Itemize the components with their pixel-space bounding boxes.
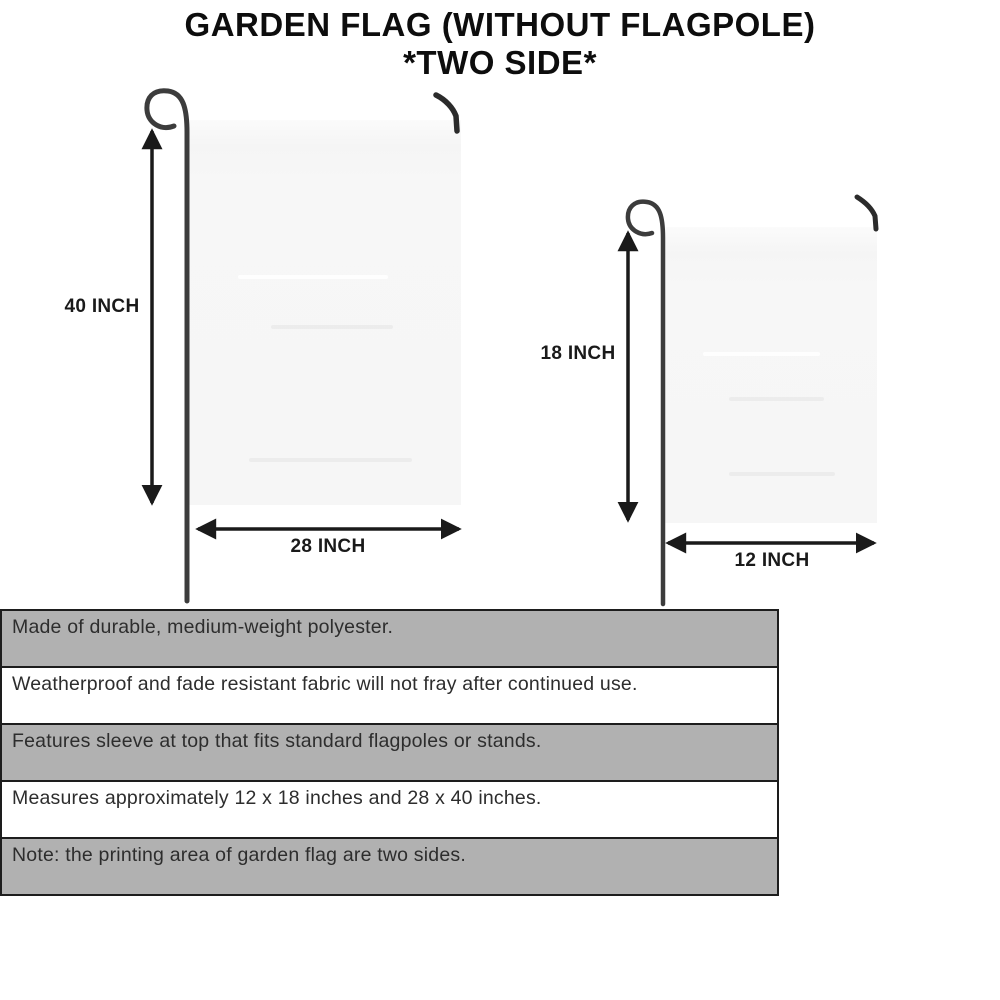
feature-row [2, 782, 777, 839]
features-table [0, 609, 779, 896]
flag-large [189, 120, 461, 505]
title-line-2: *TWO SIDE* [403, 44, 597, 81]
fabric-wrinkle [729, 397, 824, 401]
feature-text: Note: the printing area of garden flag are two sides. [12, 844, 466, 866]
feature-text: Weatherproof and fade resistant fabric will not fray after continued use. [12, 673, 638, 695]
page-title [0, 6, 1000, 82]
feature-row [2, 725, 777, 782]
feature-row [2, 611, 777, 668]
flag-small [665, 227, 877, 523]
feature-text: Measures approximately 12 x 18 inches and 28 x 40 inches. [12, 787, 542, 809]
fabric-wrinkle [238, 275, 388, 279]
fabric-wrinkle [703, 352, 820, 356]
flagpole-large-icon [147, 91, 187, 601]
feature-row [2, 668, 777, 725]
fabric-wrinkle [729, 472, 835, 476]
height-label-small: 18 INCH [540, 343, 616, 364]
feature-text: Made of durable, medium-weight polyester. [12, 616, 394, 638]
width-label-small: 12 INCH [734, 550, 810, 571]
flagpole-small-icon [628, 202, 663, 604]
fabric-wrinkle [271, 325, 393, 329]
width-label-large: 28 INCH [290, 536, 366, 557]
fabric-wrinkle [249, 458, 412, 462]
height-label-large: 40 INCH [64, 296, 140, 317]
title-line-1: GARDEN FLAG (WITHOUT FLAGPOLE) [184, 6, 816, 43]
feature-text: Features sleeve at top that fits standard flagpoles or stands. [12, 730, 542, 752]
feature-row [2, 839, 777, 894]
sleeve-hook-small-icon [857, 197, 876, 229]
